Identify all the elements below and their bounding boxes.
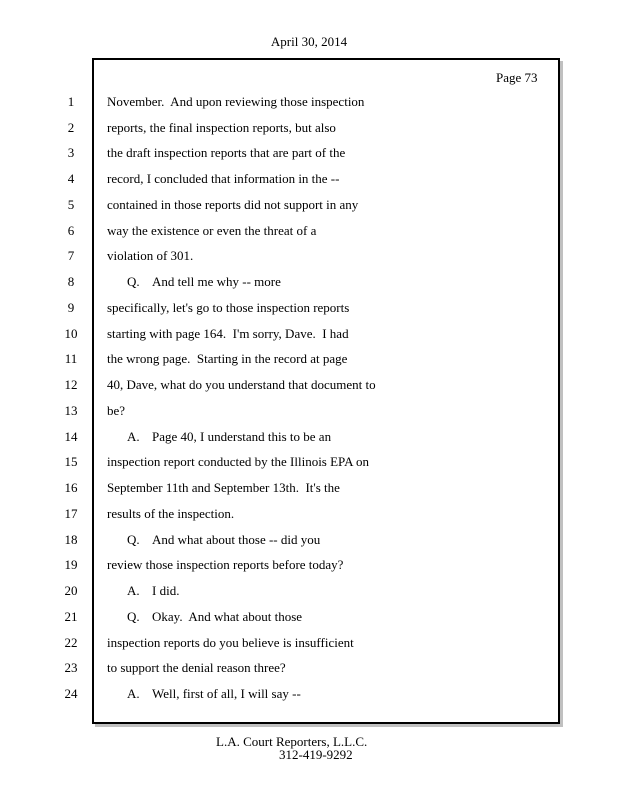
line-content: record, I concluded that information in the -- xyxy=(107,171,340,187)
line-text xyxy=(107,506,234,522)
line-text xyxy=(107,145,345,161)
page-number: Page 73 xyxy=(496,70,538,85)
line-content: results of the inspection. xyxy=(107,505,235,521)
speaker-label: Q. xyxy=(127,608,140,624)
line-content: the wrong page. Starting in the record at page xyxy=(107,351,348,367)
line-number: 8 xyxy=(67,274,75,290)
line-content: And tell me why -- more xyxy=(152,274,281,290)
line-number: 2 xyxy=(67,119,75,135)
line-number: 14 xyxy=(64,428,78,444)
line-number: 10 xyxy=(64,325,78,341)
line-number: 9 xyxy=(67,299,75,315)
line-text xyxy=(107,300,349,316)
line-number: 23 xyxy=(64,660,78,676)
line-content: I did. xyxy=(152,583,180,599)
line-text xyxy=(127,532,320,548)
line-number: 15 xyxy=(64,454,78,470)
line-content: September 11th and September 13th. It's the xyxy=(107,480,340,496)
line-content: inspection reports do you believe is insufficient xyxy=(107,634,354,650)
line-text xyxy=(127,583,179,599)
line-content: the draft inspection reports that are part of the xyxy=(107,145,346,161)
line-text xyxy=(107,171,339,187)
line-text xyxy=(127,609,302,625)
line-content: violation of 301. xyxy=(107,248,194,264)
line-content: to support the denial reason three? xyxy=(107,660,286,676)
line-content: And what about those -- did you xyxy=(152,531,321,547)
line-content: Page 40, I understand this to be an xyxy=(152,428,332,444)
line-number: 3 xyxy=(67,145,75,161)
line-content: way the existence or even the threat of a xyxy=(107,222,317,238)
line-number: 16 xyxy=(64,480,78,496)
footer-company: L.A. Court Reporters, L.L.C. xyxy=(216,734,368,749)
line-content: review those inspection reports before today? xyxy=(107,557,344,573)
line-number: 22 xyxy=(64,634,78,650)
line-content: 40, Dave, what do you understand that document to xyxy=(107,377,376,393)
line-content: specifically, let's go to those inspection reports xyxy=(107,299,350,315)
line-number: 17 xyxy=(64,505,78,521)
line-number: 7 xyxy=(67,248,75,264)
transcript-date: April 30, 2014 xyxy=(270,34,348,49)
line-text xyxy=(107,635,354,651)
line-content: starting with page 164. I'm sorry, Dave. I had xyxy=(107,325,349,341)
line-text xyxy=(107,94,364,110)
line-text xyxy=(107,454,369,470)
footer-phone: 312-419-9292 xyxy=(279,747,353,762)
line-content: contained in those reports did not support in any xyxy=(107,196,359,212)
line-number: 12 xyxy=(64,377,78,393)
line-text xyxy=(127,429,331,445)
speaker-label: A. xyxy=(127,428,140,444)
line-number: 24 xyxy=(64,686,78,702)
line-number: 1 xyxy=(67,94,75,109)
line-content: November. And upon reviewing those inspection xyxy=(107,94,365,109)
line-text xyxy=(107,248,193,264)
line-text xyxy=(107,326,349,342)
line-text xyxy=(107,377,376,393)
line-content: inspection report conducted by the Illinois EPA on xyxy=(107,454,370,470)
line-text xyxy=(107,120,336,136)
line-number: 18 xyxy=(64,531,78,547)
line-number: 20 xyxy=(64,583,78,599)
line-number: 19 xyxy=(64,557,78,573)
line-text xyxy=(127,274,281,290)
speaker-label: Q. xyxy=(127,531,140,547)
line-number: 11 xyxy=(64,351,78,367)
line-text xyxy=(107,197,358,213)
line-text xyxy=(107,557,343,573)
speaker-label: A. xyxy=(127,583,140,599)
line-content: reports, the final inspection reports, but also xyxy=(107,119,336,135)
line-content: Okay. And what about those xyxy=(152,608,303,624)
line-number: 6 xyxy=(67,222,75,238)
line-number: 5 xyxy=(67,196,75,212)
line-number: 4 xyxy=(67,171,75,187)
line-number: 21 xyxy=(64,608,78,624)
speaker-label: Q. xyxy=(127,274,140,290)
line-content: Well, first of all, I will say -- xyxy=(152,686,301,702)
line-content: be? xyxy=(107,402,126,418)
line-text xyxy=(107,351,347,367)
line-text xyxy=(107,403,125,419)
line-text xyxy=(107,660,286,676)
line-text xyxy=(107,223,316,239)
line-text xyxy=(107,480,340,496)
line-number: 13 xyxy=(64,402,78,418)
line-text xyxy=(127,686,301,702)
speaker-label: A. xyxy=(127,686,140,702)
